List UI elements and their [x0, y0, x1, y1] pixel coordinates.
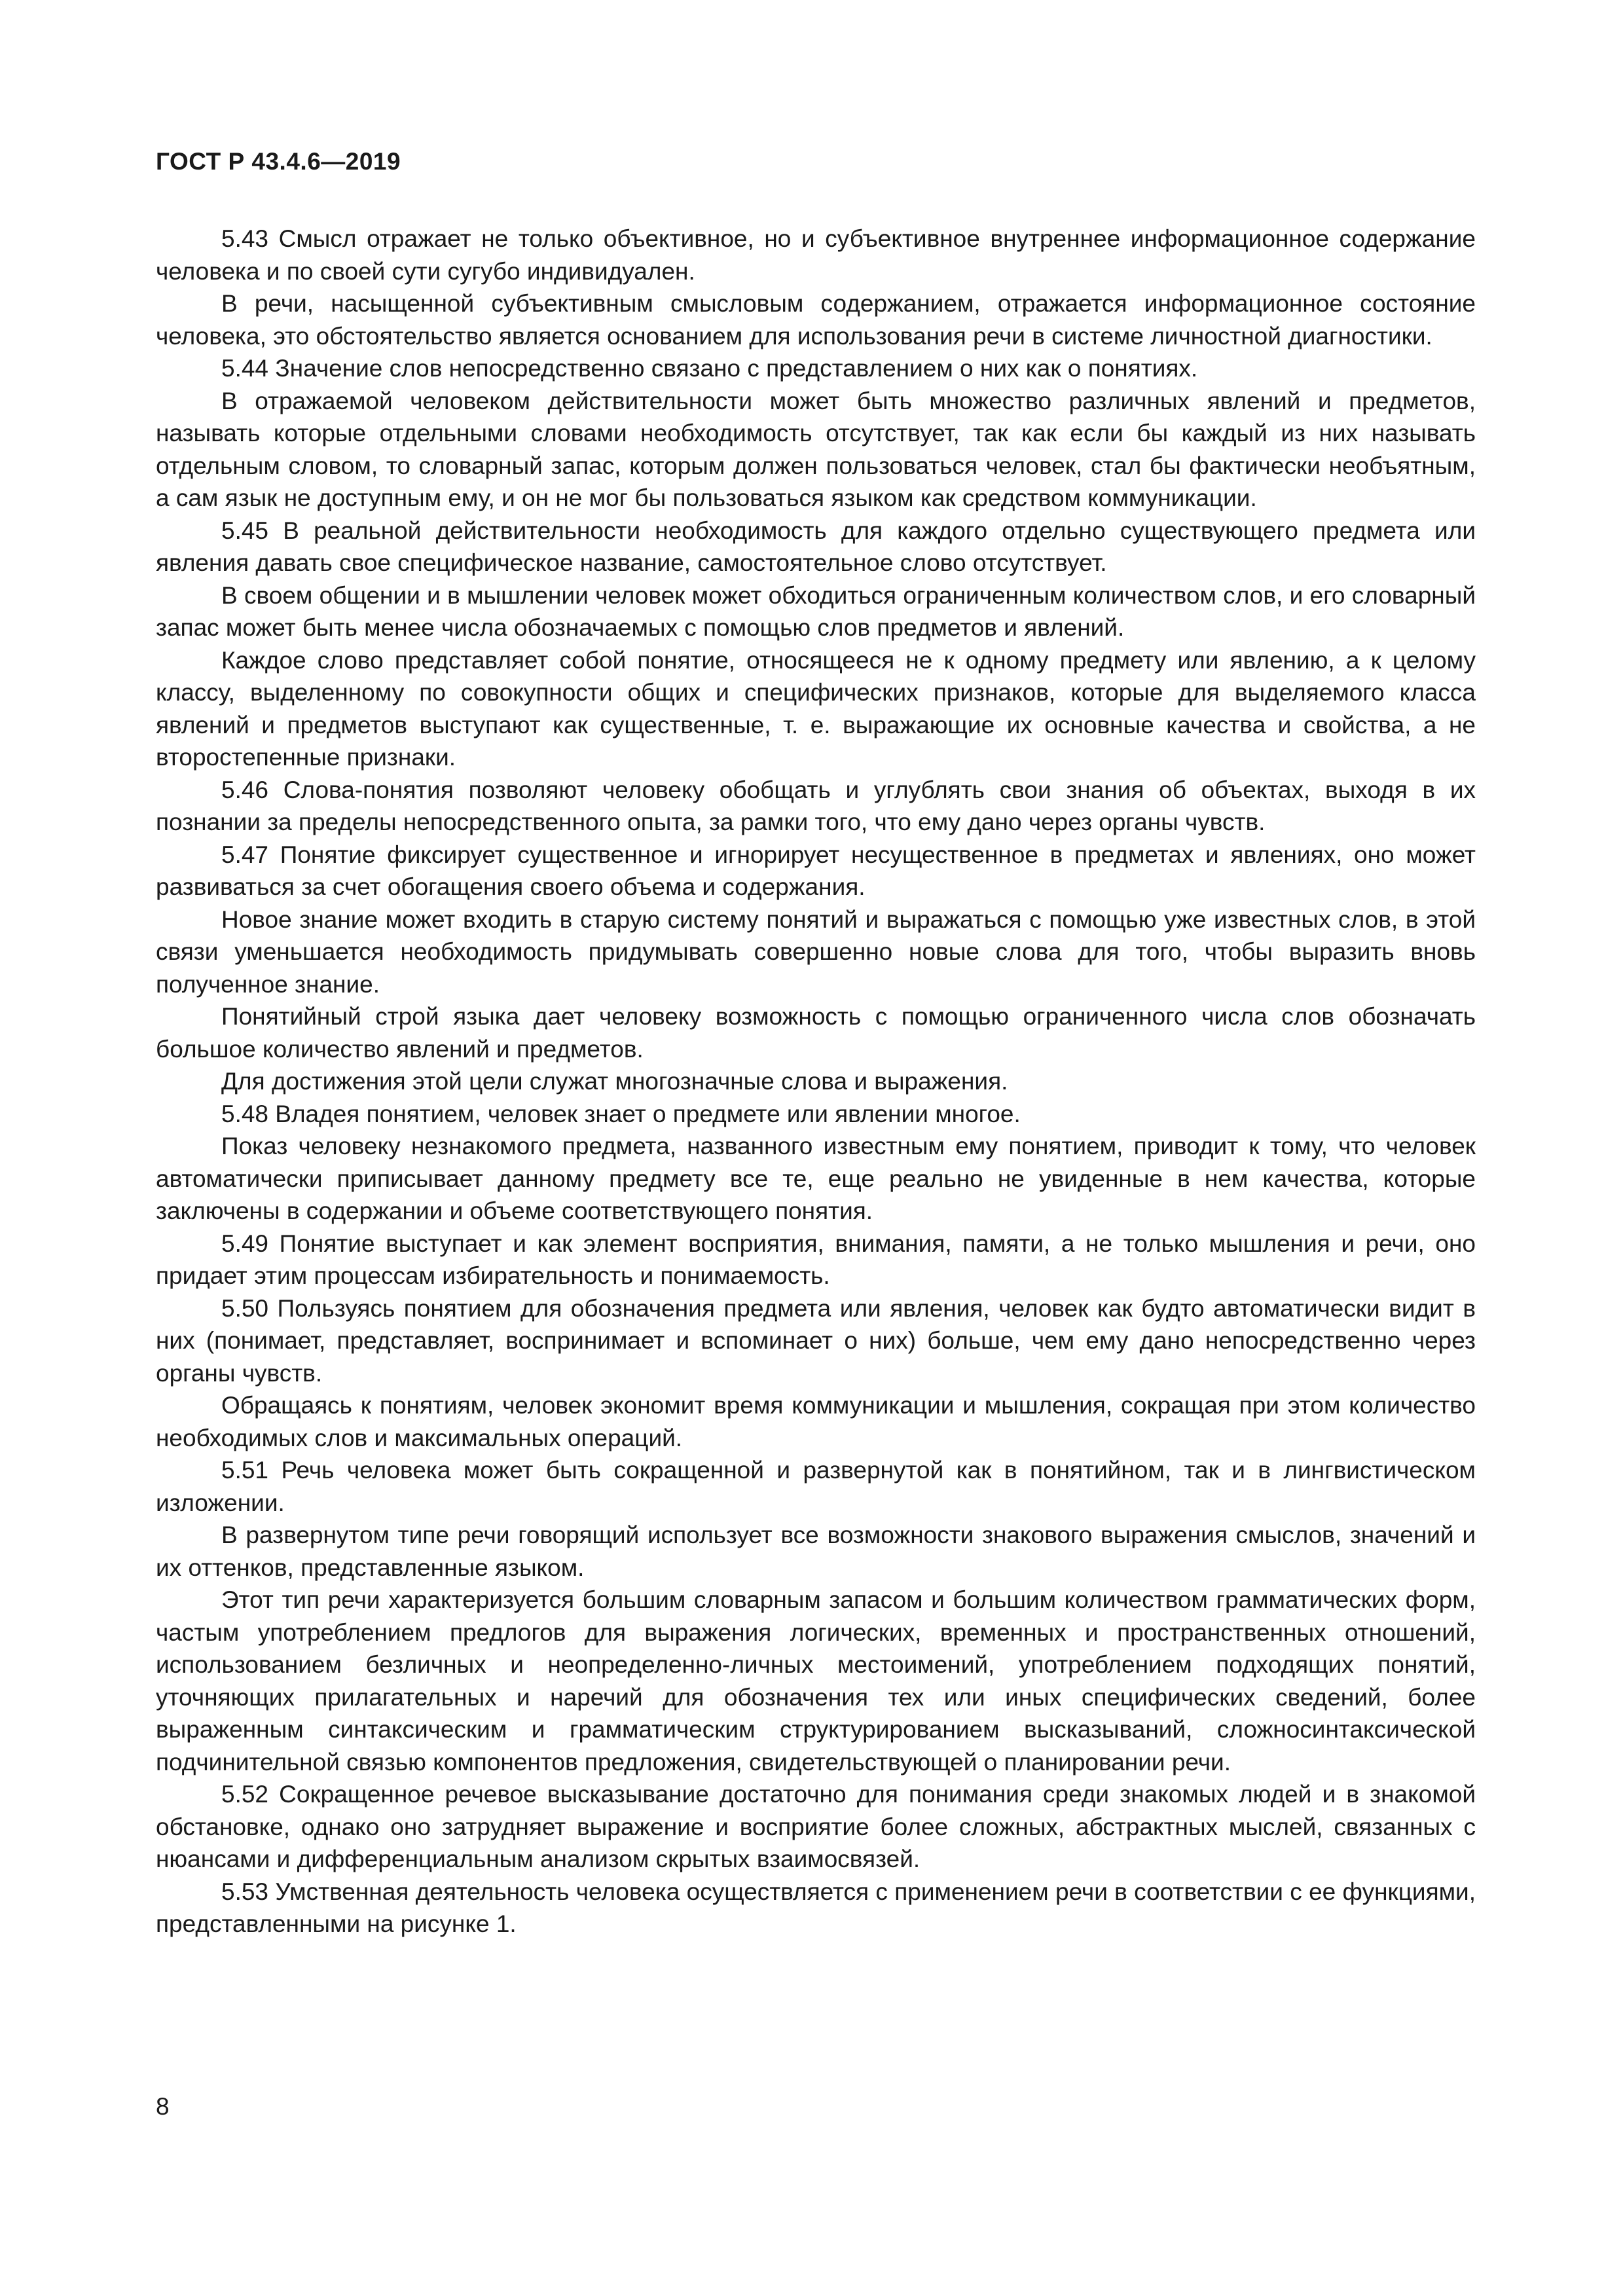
paragraph: Каждое слово представляет собой понятие, относящееся не к одному предмету или явлению, а к целому классу, выделенному по совокупности общих и специфических признаков, которые для выделяемого класса явлений и предметов выступают как существенные, т. е. выражающие их основные качества и свойства, а не второстепенные признаки. — [156, 646, 1476, 771]
document-body — [156, 223, 1476, 1941]
paragraph-5-45: 5.45 В реальной действительности необходимость для каждого отдельно существующего предмета или явления давать свое специфическое название, самостоятельное слово отсутствует. — [156, 517, 1476, 576]
paragraph-5-43: 5.43 Смысл отражает не только объективное, но и субъективное внутреннее информационное содержание человека и по своей сути сугубо индивидуален. — [156, 225, 1476, 285]
paragraph: Этот тип речи характеризуется большим словарным запасом и большим количеством грамматических форм, частым употреблением предлогов для выражения логических, временных и пространственных отношений, использованием безличных и неопределенно-личных местоимений, употреблением подходящих понятий, уточняющих прилагательных и наречий для обозначения тех или иных специфических сведений, более выраженным синтаксическим и грамматическим структурированием высказываний, сложносинтаксической подчинительной связью компонентов предложения, свидетельствующей о планировании речи. — [156, 1586, 1476, 1776]
paragraph: Показ человеку незнакомого предмета, названного известным ему понятием, приводит к тому, что человек автоматически приписывает данному предмету все те, еще реально не увиденные в нем качества, которые заключены в содержании и объеме соответствующего понятия. — [156, 1133, 1476, 1224]
paragraph-5-47: 5.47 Понятие фиксирует существенное и игнорирует несущественное в предметах и явлениях, оно может развиваться за счет обогащения своего объема и содержания. — [156, 841, 1476, 900]
document-header: ГОСТ Р 43.4.6—2019 — [156, 148, 401, 175]
paragraph: Новое знание может входить в старую систему понятий и выражаться с помощью уже известных слов, в этой связи уменьшается необходимость придумывать совершенно новые слова для того, чтобы выразить вновь полученное знание. — [156, 905, 1476, 998]
paragraph-5-46: 5.46 Слова-понятия позволяют человеку обобщать и углублять свои знания об объектах, выходя в их познании за пределы непосредственного опыта, за рамки того, что ему дано через органы чувств. — [156, 776, 1476, 835]
paragraph-5-53: 5.53 Умственная деятельность человека осуществляется с применением речи в соответствии с ее функциями, представленными на рисунке 1. — [156, 1878, 1476, 1937]
paragraph-5-44: 5.44 Значение слов непосредственно связано с представлением о них как о понятиях. — [221, 355, 1198, 382]
page-number: 8 — [156, 2093, 170, 2120]
paragraph: В своем общении и в мышлении человек может обходиться ограниченным количеством слов, и его словарный запас может быть менее числа обозначаемых с помощью слов предметов и явлений. — [156, 581, 1476, 641]
paragraph-5-51: 5.51 Речь человека может быть сокращенной и развернутой как в понятийном, так и в лингвистическом изложении. — [156, 1457, 1476, 1516]
paragraph-5-52: 5.52 Сокращенное речевое высказывание достаточно для понимания среди знакомых людей и в знакомой обстановке, однако оно затрудняет выражение и восприятие более сложных, абстрактных мыслей, связанных с нюансами и дифференциальным анализом скрытых взаимосвязей. — [156, 1781, 1476, 1872]
paragraph: В речи, насыщенной субъективным смысловым содержанием, отражается информационное состояние человека, это обстоятельство является основанием для использования речи в системе личностной диагностики. — [156, 290, 1476, 350]
paragraph: Для достижения этой цели служат многозначные слова и выражения. — [221, 1068, 1008, 1095]
paragraph: В отражаемой человеком действительности может быть множество различных явлений и предметов, называть которые отдельными словами необходимость отсутствует, так как если бы каждый из них называть отдельным словом, то словарный запас, которым должен пользоваться человек, стал бы фактически необъятным, а сам язык не доступным ему, и он не мог бы пользоваться языком как средством коммуникации. — [156, 387, 1476, 511]
paragraph: Понятийный строй языка дает человеку возможность с помощью ограниченного числа слов обозначать большое количество явлений и предметов. — [156, 1003, 1476, 1063]
paragraph-5-49: 5.49 Понятие выступает и как элемент восприятия, внимания, памяти, а не только мышления и речи, оно придает этим процессам избирательность и понимаемость. — [156, 1230, 1476, 1289]
paragraph: Обращаясь к понятиям, человек экономит время коммуникации и мышления, сокращая при этом количество необходимых слов и максимальных операций. — [156, 1392, 1476, 1451]
paragraph-5-48: 5.48 Владея понятием, человек знает о предмете или явлении многое. — [221, 1100, 1021, 1127]
paragraph: В развернутом типе речи говорящий использует все возможности знакового выражения смыслов, значений и их оттенков, представленные языком. — [156, 1522, 1476, 1581]
paragraph-5-50: 5.50 Пользуясь понятием для обозначения предмета или явления, человек как будто автоматически видит в них (понимает, представляет, воспринимает и вспоминает о них) больше, чем ему дано непосредственно через органы чувств. — [156, 1294, 1476, 1387]
